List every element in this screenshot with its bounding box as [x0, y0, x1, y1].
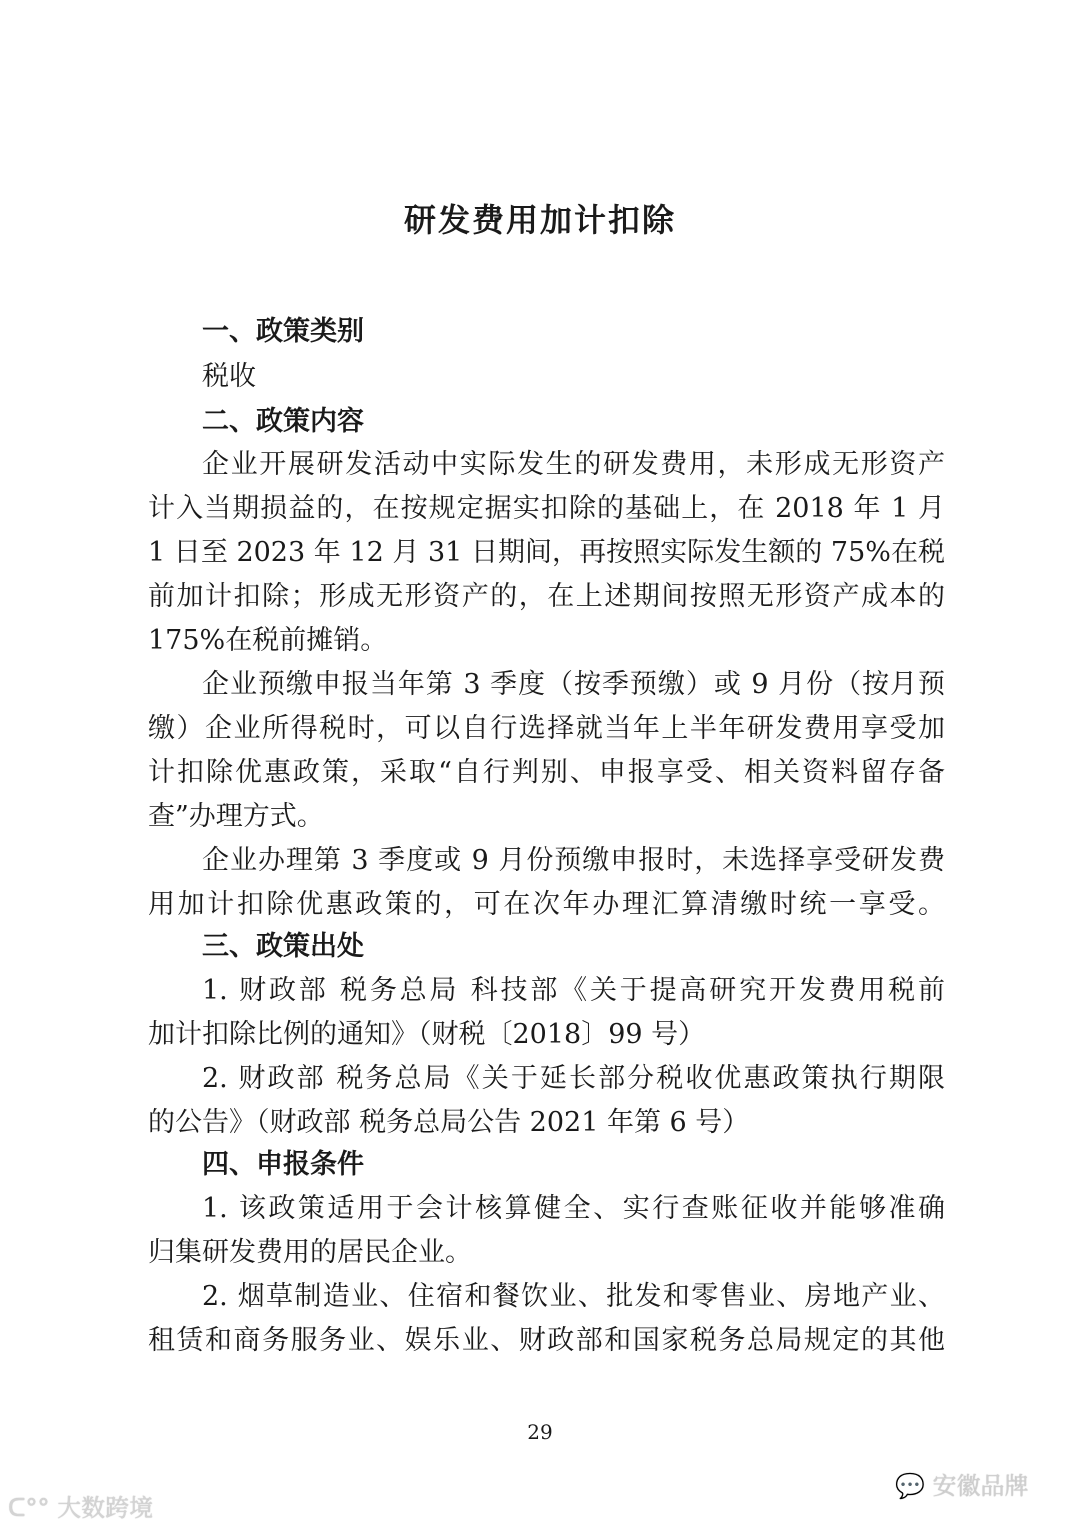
body-line: 1 日至 2023 年 12 月 31 日期间，再按照实际发生额的 75%在税	[148, 537, 945, 568]
page-number: 29	[527, 1420, 553, 1444]
section-heading: 三、政策出处	[202, 931, 364, 962]
body-line: 前加计扣除；形成无形资产的，在上述期间按照无形资产成本的	[148, 581, 945, 612]
body-line: 计扣除优惠政策，采取“自行判别、申报享受、相关资料留存备	[148, 757, 945, 788]
watermark-left-text: 大数跨境	[57, 1494, 154, 1522]
section-heading: 四、申报条件	[202, 1149, 364, 1180]
page-title: 研发费用加计扣除	[403, 201, 676, 239]
body-line: 企业办理第 3 季度或 9 月份预缴申报时，未选择享受研发费	[202, 845, 945, 876]
body-line: 175%在税前摊销。	[148, 625, 388, 656]
wechat-icon: 💬	[895, 1472, 925, 1500]
body-line: 税收	[202, 361, 256, 392]
section-heading: 二、政策内容	[202, 406, 364, 437]
section-heading: 一、政策类别	[202, 316, 364, 347]
body-line: 2. 财政部 税务总局《关于延长部分税收优惠政策执行期限	[202, 1063, 945, 1094]
body-line: 企业开展研发活动中实际发生的研发费用，未形成无形资产	[202, 449, 945, 480]
body-line: 企业预缴申报当年第 3 季度（按季预缴）或 9 月份（按月预	[202, 669, 945, 700]
logo-icon: ᑕ°°	[8, 1494, 50, 1522]
body-line: 2. 烟草制造业、住宿和餐饮业、批发和零售业、房地产业、	[202, 1281, 945, 1312]
body-line: 缴）企业所得税时，可以自行选择就当年上半年研发费用享受加	[148, 713, 945, 744]
body-line: 归集研发费用的居民企业。	[148, 1237, 472, 1268]
watermark-right-text: 安徽品牌	[932, 1472, 1029, 1500]
body-line: 加计扣除比例的通知》（财税〔2018〕99 号）	[148, 1019, 706, 1050]
body-line: 用加计扣除优惠政策的，可在次年办理汇算清缴时统一享受。	[148, 889, 945, 920]
body-line: 租赁和商务服务业、娱乐业、财政部和国家税务总局规定的其他	[148, 1325, 945, 1356]
body-line: 1. 财政部 税务总局 科技部《关于提高研究开发费用税前	[202, 975, 945, 1006]
watermark-right	[895, 1466, 1029, 1501]
body-line: 的公告》（财政部 税务总局公告 2021 年第 6 号）	[148, 1107, 750, 1138]
body-line: 查”办理方式。	[148, 801, 324, 832]
body-line: 计入当期损益的，在按规定据实扣除的基础上，在 2018 年 1 月	[148, 493, 945, 524]
body-line: 1. 该政策适用于会计核算健全、实行查账征收并能够准确	[202, 1193, 945, 1224]
watermark-left	[8, 1488, 153, 1523]
